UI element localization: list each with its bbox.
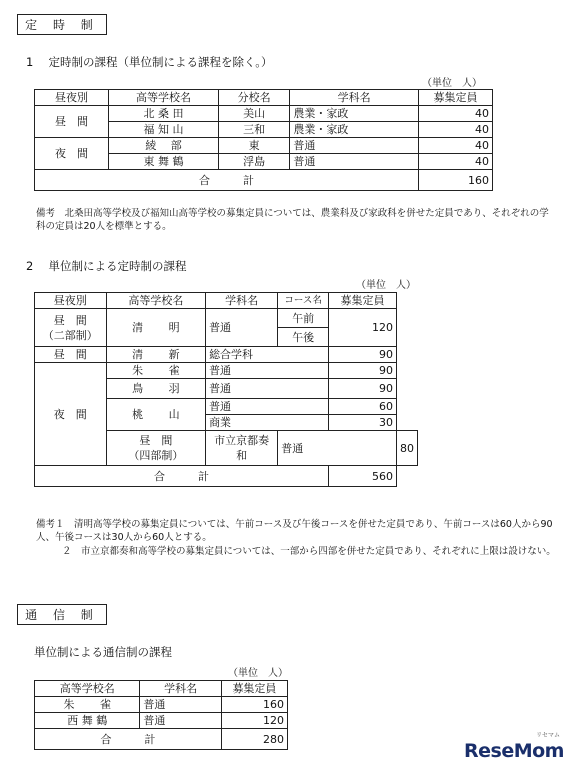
col-header: 高等学校名: [35, 681, 140, 697]
table-header-row: [35, 90, 493, 106]
course-name-cell: 午前: [278, 309, 329, 328]
col-header: 昼夜別: [35, 90, 109, 106]
course-cell: 普通: [140, 713, 221, 729]
table-tanisei-teijisei: [34, 292, 418, 487]
section2-title: 2 単位制による定時制の課程: [26, 259, 187, 273]
col-header: 昼夜別: [35, 293, 107, 309]
capacity-cell: 40: [418, 106, 492, 122]
table-header-row: [35, 681, 288, 697]
course-cell: 普通: [206, 379, 329, 399]
table-row: [35, 713, 288, 729]
school-cell: 鳥 羽: [106, 379, 205, 399]
note-2b: ２ 市立京都奏和高等学校の募集定員については、一部から四部を併せた定員であり、それぞれに上限は設けない。: [62, 546, 556, 557]
capacity-cell: 80: [397, 431, 418, 466]
course-cell: 普通: [140, 697, 221, 713]
table-row: [35, 697, 288, 713]
course-name-cell: 午後: [278, 328, 329, 347]
col-header: 高等学校名: [106, 293, 205, 309]
total-label: 合 計: [35, 170, 419, 191]
branch-cell: 美山: [218, 106, 290, 122]
table-total-row: [35, 466, 418, 487]
group-cell: 夜 間: [35, 363, 107, 466]
course-cell: 普通: [290, 138, 419, 154]
total-label: 合 計: [35, 729, 222, 750]
branch-cell: 東: [218, 138, 290, 154]
total-label: 合 計: [35, 466, 329, 487]
unit-label-3: （単位 人）: [228, 668, 288, 679]
watermark-kana: リセマム: [536, 732, 560, 739]
col-header: 募集定員: [329, 293, 397, 309]
capacity-cell: 90: [329, 363, 397, 379]
note-2a: 備考１ 清明高等学校の募集定員については、午前コース及び午後コースを併せた定員であり、午前コースは60人から90人、午後コースは30人から60人とする。: [36, 519, 553, 543]
section-label-tsushinsei: 通 信 制: [17, 604, 107, 625]
course-cell: 普通: [206, 309, 278, 347]
course-cell: 普通: [290, 154, 419, 170]
capacity-cell: 40: [418, 122, 492, 138]
table-total-row: [35, 729, 288, 750]
branch-cell: 三和: [218, 122, 290, 138]
col-header: 学科名: [140, 681, 221, 697]
school-cell: 朱 雀: [35, 697, 140, 713]
total-value: 560: [329, 466, 397, 487]
table-teijisei: [34, 89, 493, 191]
capacity-cell: 90: [329, 379, 397, 399]
school-cell: 桃 山: [106, 399, 205, 431]
school-cell: 北 桑 田: [109, 106, 219, 122]
col-header: コース名: [278, 293, 329, 309]
capacity-cell: 160: [221, 697, 287, 713]
col-header: 学科名: [206, 293, 278, 309]
total-value: 280: [221, 729, 287, 750]
school-cell: 市立京都奏和: [206, 431, 278, 466]
school-cell: 清 新: [106, 347, 205, 363]
table-row: [35, 138, 493, 154]
col-header: 分校名: [218, 90, 290, 106]
capacity-cell: 60: [329, 399, 397, 415]
school-cell: 朱 雀: [106, 363, 205, 379]
school-cell: 綾 部: [109, 138, 219, 154]
group-cell: 昼 間: [35, 347, 107, 363]
capacity-cell: 40: [418, 154, 492, 170]
col-header: 高等学校名: [109, 90, 219, 106]
table-header-row: [35, 293, 418, 309]
capacity-cell: 120: [329, 309, 397, 347]
watermark-logo: ReseMom: [464, 740, 564, 762]
course-cell: 農業・家政: [290, 122, 419, 138]
capacity-cell: 90: [329, 347, 397, 363]
section1-title: 1 定時制の課程（単位制による課程を除く。）: [26, 55, 273, 69]
course-cell: 農業・家政: [290, 106, 419, 122]
total-value: 160: [418, 170, 492, 191]
col-header: 募集定員: [418, 90, 492, 106]
capacity-cell: 30: [329, 415, 397, 431]
group-cell: 夜 間: [35, 138, 109, 170]
table-total-row: [35, 170, 493, 191]
course-cell: 普通: [206, 399, 329, 415]
table-row: [35, 106, 493, 122]
branch-cell: 浮島: [218, 154, 290, 170]
course-cell: 普通: [206, 363, 329, 379]
school-cell: 東 舞 鶴: [109, 154, 219, 170]
table-row: [35, 309, 418, 328]
section3-title: 単位制による通信制の課程: [34, 645, 172, 659]
course-cell: 商業: [206, 415, 329, 431]
unit-label-2: （単位 人）: [356, 280, 416, 291]
school-cell: 清 明: [106, 309, 205, 347]
capacity-cell: 120: [221, 713, 287, 729]
table-row: [35, 363, 418, 379]
table-tsushinsei: [34, 680, 288, 750]
note-1: 備考 北桑田高等学校及び福知山高等学校の募集定員については、農業科及び家政科を併せた定員であり、それぞれの学科の定員は20人を標準とする。: [36, 208, 549, 232]
course-cell: 総合学科: [206, 347, 329, 363]
group-cell: 昼 間 （二部制）: [35, 309, 107, 347]
col-header: 募集定員: [221, 681, 287, 697]
col-header: 学科名: [290, 90, 419, 106]
group-cell: 昼 間 （四部制）: [106, 431, 205, 466]
group-cell: 昼 間: [35, 106, 109, 138]
section-label-teijisei: 定 時 制: [17, 14, 107, 35]
school-cell: 西 舞 鶴: [35, 713, 140, 729]
capacity-cell: 40: [418, 138, 492, 154]
course-cell: 普通: [278, 431, 397, 466]
school-cell: 福 知 山: [109, 122, 219, 138]
unit-label-1: （単位 人）: [422, 78, 482, 89]
table-row: [35, 347, 418, 363]
